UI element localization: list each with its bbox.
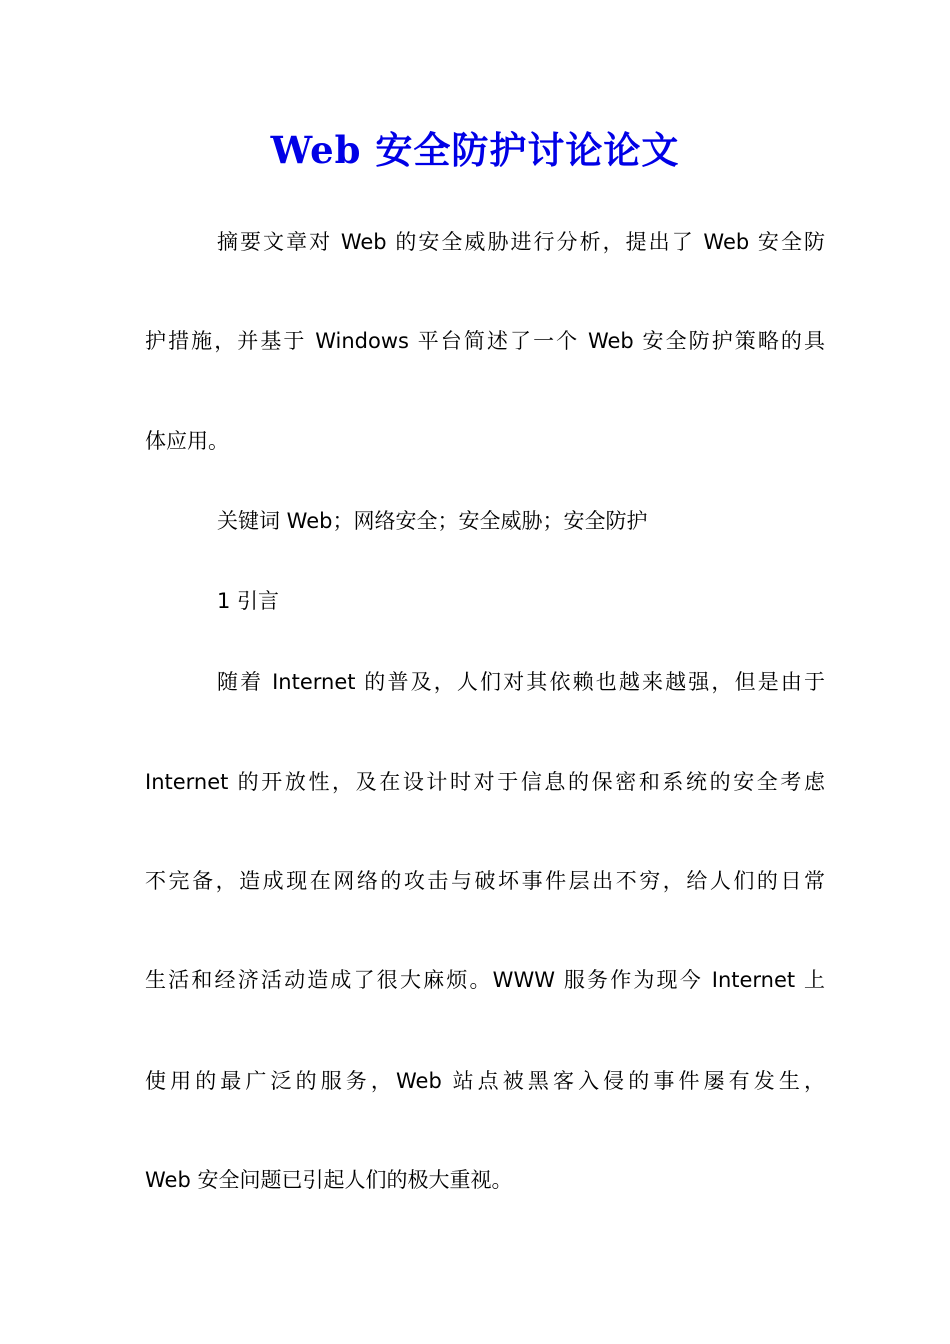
section-heading-intro: 1 引言	[217, 589, 280, 613]
abstract-line-3: 体应用。	[145, 429, 229, 453]
intro-line-4: 生活和经济活动造成了很大麻烦。WWW 服务作为现今 Internet 上	[145, 968, 825, 992]
intro-line-6: Web 安全问题已引起人们的极大重视。	[145, 1168, 513, 1192]
abstract-line-1: 摘要文章对 Web 的安全威胁进行分析，提出了 Web 安全防	[217, 230, 825, 254]
abstract-line-2: 护措施，并基于 Windows 平台简述了一个 Web 安全防护策略的具	[145, 329, 825, 353]
intro-line-3: 不完备，造成现在网络的攻击与破坏事件层出不穷，给人们的日常	[145, 869, 825, 893]
intro-line-1: 随着 Internet 的普及，人们对其依赖也越来越强，但是由于	[217, 670, 825, 694]
intro-line-2: Internet 的开放性，及在设计时对于信息的保密和系统的安全考虑	[145, 770, 825, 794]
document-title: Web 安全防护讨论论文	[270, 128, 680, 172]
intro-line-5: 使用的最广泛的服务，Web 站点被黑客入侵的事件屡有发生，	[145, 1069, 825, 1093]
keywords-line: 关键词 Web；网络安全；安全威胁；安全防护	[217, 509, 648, 533]
